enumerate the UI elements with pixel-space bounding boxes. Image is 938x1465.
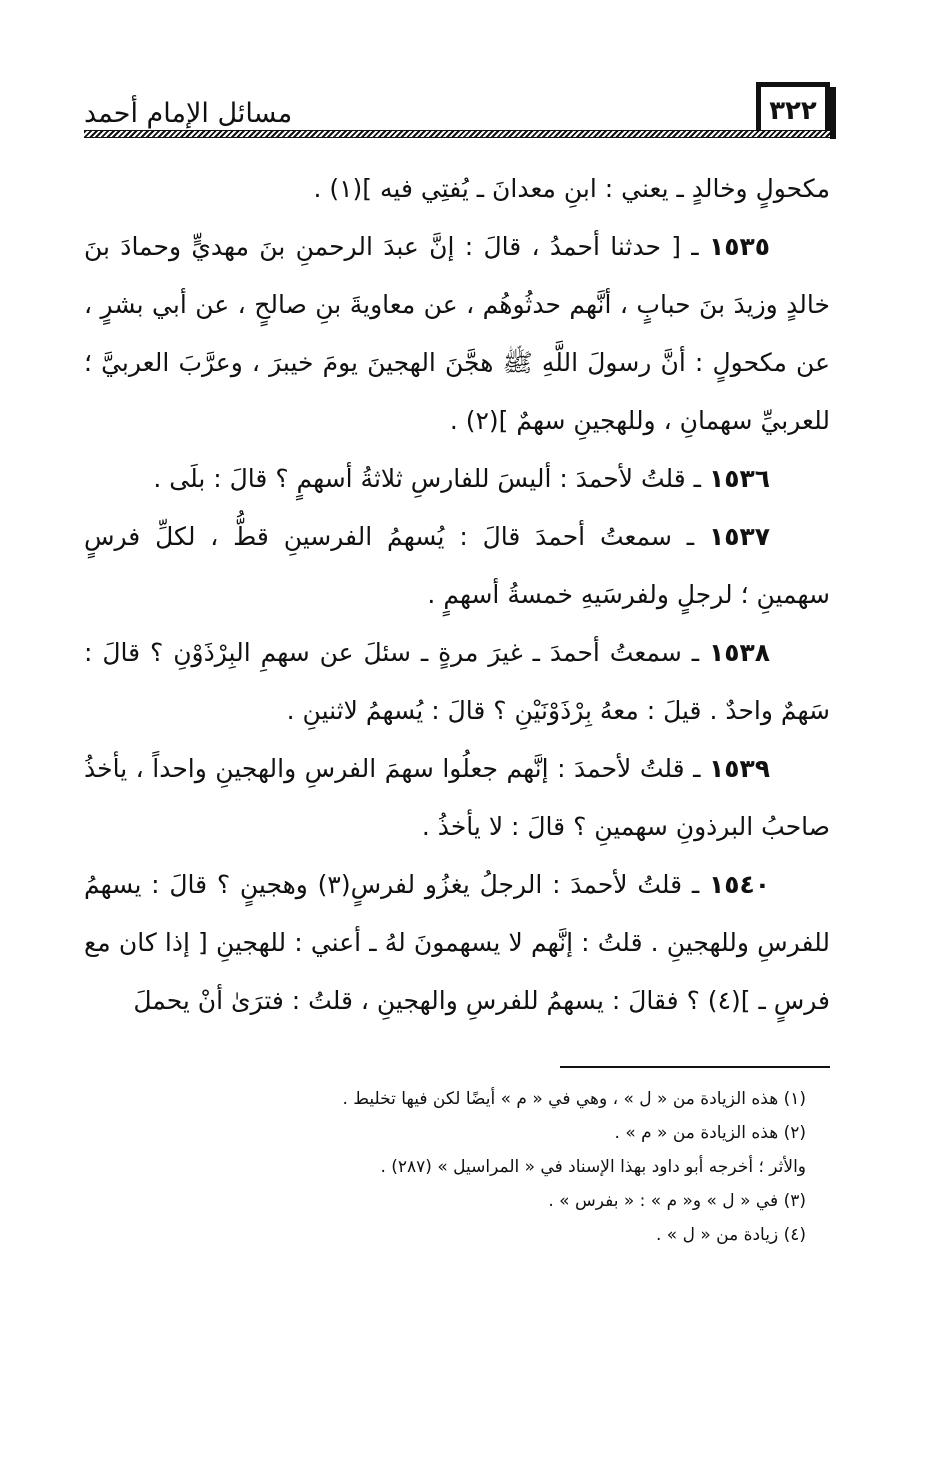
paragraph-text: ـ [ حدثنا أحمدُ ، قالَ : إنَّ عبدَ الرحمنِ بنَ مهديٍّ وحمادَ بنَ خالدٍ وزيدَ بنَ حبابٍ ، أنَّهم حدثُوهُم ، عن معاويةَ بنِ صالحٍ ، عن أبي بشرٍ ، عن مكحولٍ : أنَّ رسولَ اللَّهِ ﷺ هجَّنَ الهجينَ يومَ خيبرَ ، وعرَّبَ العربيَّ ؛ للعربيِّ سهمانِ ، وللهجينِ سهمٌ ](٢) . <box>84 232 830 435</box>
paragraph-1537 <box>84 508 830 624</box>
paragraph-text: ـ قلتُ لأحمدَ : أليسَ للفارسِ ثلاثةُ أسهمٍ ؟ قالَ : بلَى . <box>153 464 709 493</box>
page-number: ٣٢٢ <box>756 82 830 134</box>
paragraph-text: ـ سمعتُ أحمدَ ـ غيرَ مرةٍ ـ سئلَ عن سهمِ البِرْذَوْنِ ؟ قالَ : سَهمٌ واحدٌ . قيلَ : معهُ بِرْذَوْنَيْنِ ؟ قالَ : يُسهمُ لاثنينِ . <box>84 638 830 725</box>
item-number: ١٥٤٠ <box>708 870 770 899</box>
footnote-2: (٢) هذه الزيادة من « م » . <box>614 1123 806 1143</box>
paragraph-1535 <box>84 218 830 450</box>
running-title: مسائل الإمام أحمد <box>84 98 293 129</box>
item-number: ١٥٣٨ <box>708 638 770 667</box>
paragraph-continuation <box>84 160 830 218</box>
paragraph-text: ـ قلتُ لأحمدَ : الرجلُ يغزُو لفرسٍ(٣) وهجينٍ ؟ قالَ : يسهمُ للفرسِ وللهجينِ . قلتُ : إنَّهم لا يسهمونَ لهُ ـ أعني : للهجينِ [ إذا كان مع فرسٍ ـ ](٤) ؟ فقالَ : يسهمُ للفرسِ والهجينِ ، قلتُ : فترَىٰ أنْ يحملَ <box>84 870 830 1015</box>
paragraph-text: مكحولٍ وخالدٍ ـ يعني : ابنِ معدانَ ـ يُفتِي فيه ](١) . <box>313 174 830 203</box>
main-text <box>84 160 830 1030</box>
item-number: ١٥٣٩ <box>708 754 770 783</box>
paragraph-1536 <box>84 450 830 508</box>
page-header <box>84 82 830 142</box>
footnote-separator <box>560 1066 830 1068</box>
paragraph-1538 <box>84 624 830 740</box>
footnote-2-continuation: والأثر ؛ أخرجه أبو داود بهذا الإسناد في « المراسيل » (٢٨٧) . <box>380 1157 806 1177</box>
footnote-4: (٤) زيادة من « ل » . <box>655 1225 806 1245</box>
header-rule <box>84 130 830 138</box>
footnote-1: (١) هذه الزيادة من « ل » ، وهي في « م » أيضًا لكن فيها تخليط . <box>342 1089 806 1109</box>
item-number: ١٥٣٦ <box>708 464 770 493</box>
item-number: ١٥٣٧ <box>708 522 770 551</box>
paragraph-1539 <box>84 740 830 856</box>
paragraph-1540 <box>84 856 830 1030</box>
footnote-3: (٣) في « ل » و« م » : « بفرس » . <box>548 1191 806 1211</box>
paragraph-text: ـ قلتُ لأحمدَ : إنَّهم جعلُوا سهمَ الفرسِ والهجينِ واحداً ، يأخذُ صاحبُ البرذونِ سهمينِ ؟ قالَ : لا يأخذُ . <box>84 754 830 841</box>
paragraph-text: ـ سمعتُ أحمدَ قالَ : يُسهمُ الفرسينِ قطُّ ، لكلِّ فرسٍ سهمينِ ؛ لرجلٍ ولفرسَيهِ خمسةُ أسهمٍ . <box>84 522 830 609</box>
footnotes <box>84 1082 806 1252</box>
item-number: ١٥٣٥ <box>708 232 770 261</box>
